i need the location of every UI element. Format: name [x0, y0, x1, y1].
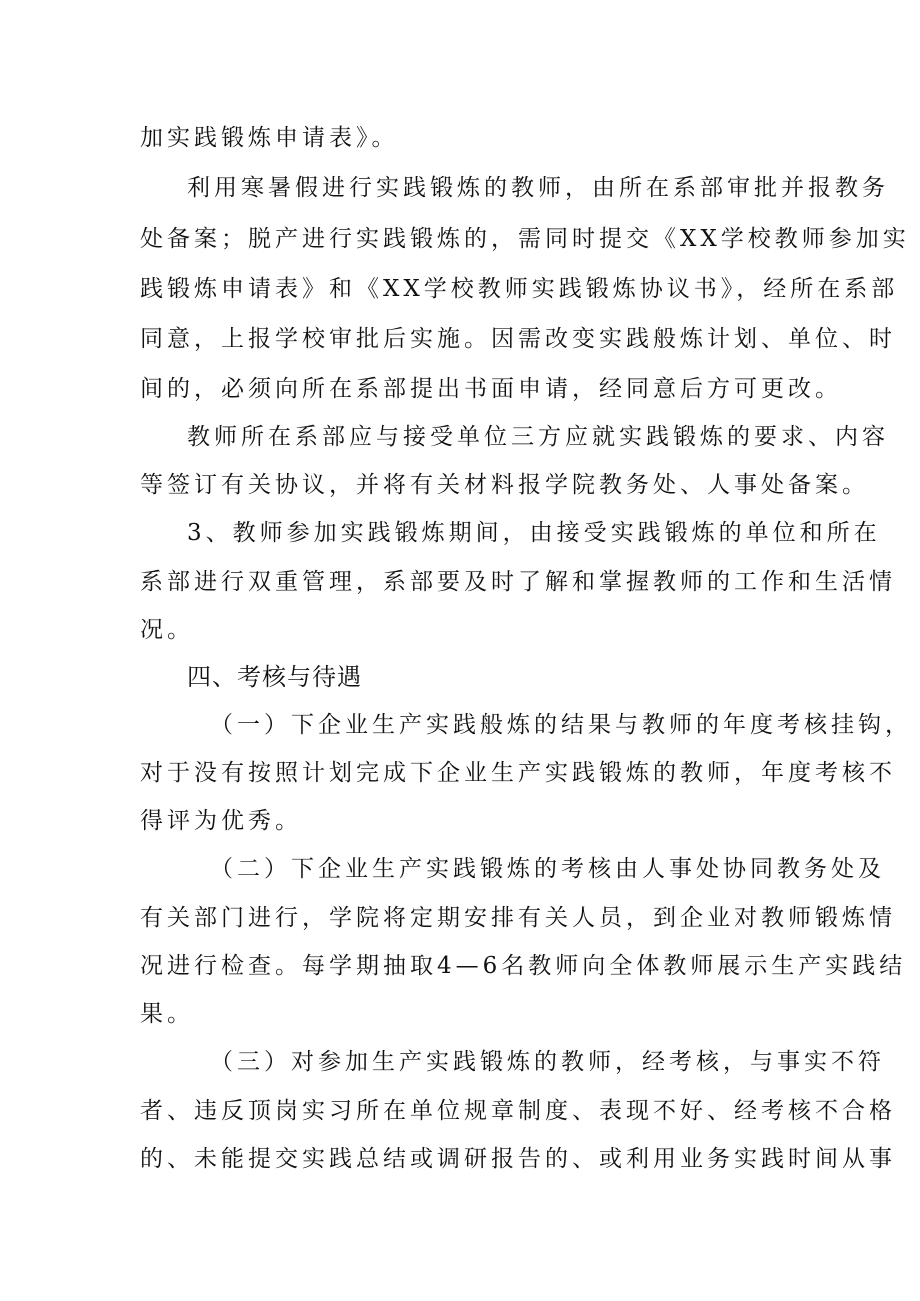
paragraph-line: 同意，上报学校审批后实施。因需改变实践般炼计划、单位、时: [140, 326, 896, 352]
paragraph-line: （二）下企业生产实践锻炼的考核由人事处协同教务处及: [210, 856, 885, 882]
paragraph-line: 有关部门进行，学院将定期安排有关人员，到企业对教师锻炼情: [140, 905, 896, 931]
paragraph-line: 间的，必须向所在系部提出书面申请，经同意后方可更改。: [140, 376, 842, 402]
paragraph-line: 得评为优秀。: [140, 808, 302, 834]
paragraph-line: （三）对参加生产实践锻炼的教师，经考核，与事实不符: [210, 1049, 885, 1075]
paragraph-line: 践锻炼申请表》和《XX学校教师实践锻炼协议书》，经所在系部: [140, 276, 899, 302]
paragraph-line: 的、未能提交实践总结或调研报告的、或利用业务实践时间从事: [140, 1146, 896, 1172]
paragraph-line: 对于没有按照计划完成下企业生产实践锻炼的教师，年度考核不: [140, 760, 896, 786]
paragraph-line: 加实践锻炼申请表》。: [140, 125, 399, 151]
paragraph-line: 3、教师参加实践锻炼期间，由接受实践锻炼的单位和所在: [187, 520, 881, 546]
paragraph-line: 况进行检查。每学期抽取4—6名教师向全体教师展示生产实践结: [140, 953, 907, 979]
paragraph-line: 者、违反顶岗实习所在单位规章制度、表现不好、经考核不合格: [140, 1098, 896, 1124]
paragraph-line: 况。: [140, 617, 194, 643]
paragraph-line: 果。: [140, 1001, 194, 1027]
section-heading: 四、考核与待遇: [187, 663, 362, 691]
paragraph-line: 系部进行双重管理，系部要及时了解和掌握教师的工作和生活情: [140, 569, 896, 595]
paragraph-line: 教师所在系部应与接受单位三方应就实践锻炼的要求、内容: [187, 424, 889, 450]
paragraph-line: 等签订有关协议，并将有关材料报学院教务处、人事处备案。: [140, 472, 869, 498]
paragraph-line: 利用寒暑假进行实践锻炼的教师，由所在系部审批并报教务: [187, 175, 889, 201]
paragraph-line: （一）下企业生产实践般炼的结果与教师的年度考核挂钩，: [210, 712, 912, 738]
paragraph-line: 处备案；脱产进行实践锻炼的，需同时提交《XX学校教师参加实: [140, 226, 910, 252]
